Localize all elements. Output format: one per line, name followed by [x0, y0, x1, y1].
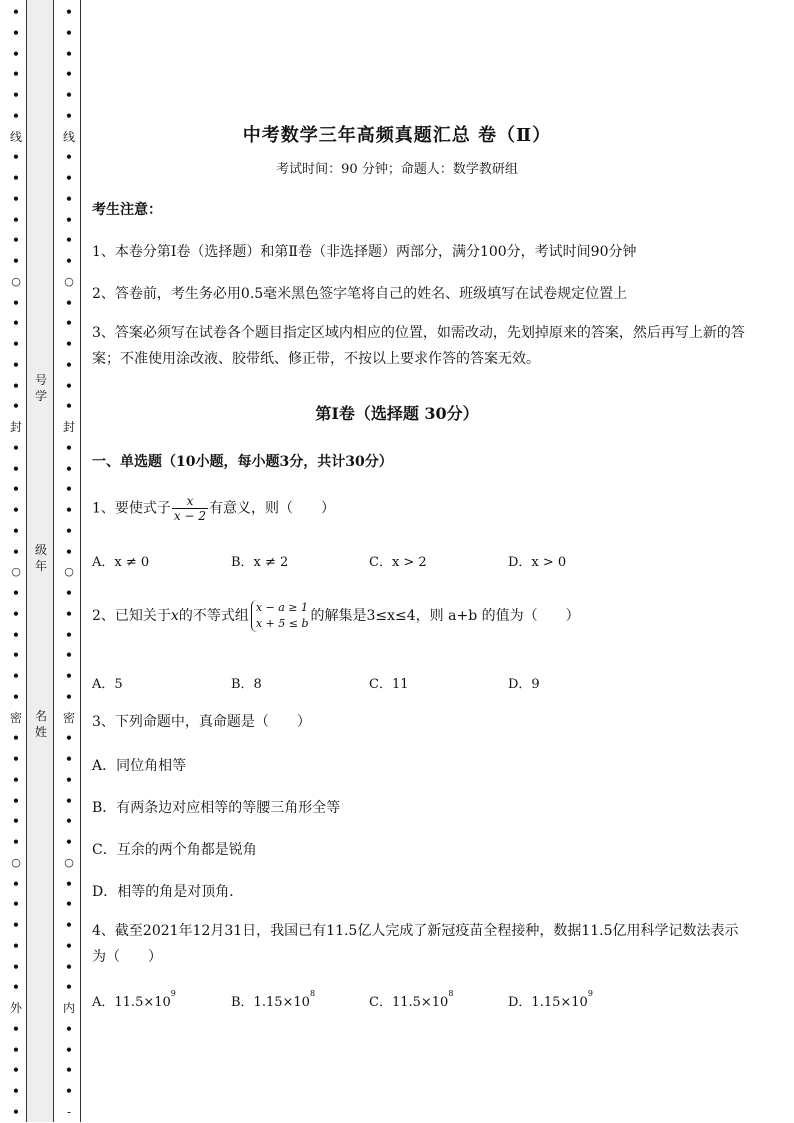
margin-dot: •	[12, 523, 20, 538]
q4-option-d	[508, 991, 593, 1010]
margin-dot: •	[65, 337, 73, 351]
margin-dot: •	[12, 731, 20, 746]
q1-option-a: A．x ≠ 0	[92, 555, 150, 570]
margin-dot: •	[12, 254, 20, 268]
margin-dot: •	[65, 897, 73, 912]
margin-dot: •	[65, 108, 73, 123]
q2-sys-line-1: x − a ≥ 1	[255, 601, 309, 614]
margin-dot: •	[12, 793, 20, 808]
exam-subtitle: 考试时间：90 分钟；命题人：数学教研组	[276, 162, 518, 177]
q2-mid: 的不等式组	[178, 608, 249, 624]
q4-option-c	[369, 991, 453, 1010]
margin-dot: •	[65, 586, 73, 600]
q4-option-b-base: B．1.15×10	[231, 995, 310, 1010]
margin-dot: •	[65, 731, 73, 746]
notice-item: 1、本卷分第Ⅰ卷（选择题）和第Ⅱ卷（非选择题）两部分，满分100分，考试时间90分钟	[92, 244, 637, 260]
margin-dot: •	[12, 461, 20, 476]
q1-denominator: x − 2	[173, 509, 207, 523]
margin-dot: •	[12, 440, 20, 455]
q4-option-b-exponent: 8	[309, 989, 316, 998]
margin-dot: •	[65, 876, 73, 891]
margin-dot: •	[65, 171, 73, 185]
margin-char: 内	[62, 1001, 75, 1015]
margin-dot: •	[12, 627, 20, 642]
margin-dot: •	[65, 814, 73, 829]
margin-dot: •	[65, 793, 73, 808]
q2-option-a: A．5	[92, 677, 123, 692]
margin-dot: •	[12, 503, 20, 517]
margin-dot: •	[65, 752, 73, 766]
section-title: 第Ⅰ卷（选择题 30分）	[315, 404, 479, 423]
margin-dot: •	[65, 938, 73, 953]
margin-dot: •	[12, 835, 20, 849]
margin-dot: •	[12, 357, 20, 372]
q4-option-d-exponent: 9	[587, 989, 593, 998]
margin-dot: •	[65, 648, 73, 663]
margin-dot: •	[65, 1063, 73, 1078]
margin-dot: •	[12, 1084, 20, 1098]
margin-dot: •	[65, 46, 73, 61]
margin-dot: •	[65, 67, 73, 82]
margin-circle: ○	[64, 274, 74, 288]
q1-fraction	[172, 494, 208, 523]
q4-option-c-base: C．11.5×10	[369, 995, 449, 1010]
margin-char: -	[66, 1104, 72, 1119]
margin-dot: •	[12, 586, 20, 600]
margin-dot: •	[12, 918, 20, 932]
q4-option-d-base: D．1.15×10	[508, 995, 588, 1010]
margin-dot: •	[12, 1021, 20, 1036]
margin-dot: •	[12, 752, 20, 766]
field-class: 级 年	[34, 543, 47, 573]
question-1-stem	[92, 494, 335, 523]
margin-dot: •	[12, 1063, 20, 1078]
part-heading: 一、单选题（10小题，每小题3分，共计30分）	[92, 454, 393, 470]
margin-dot: •	[12, 648, 20, 663]
q4-option-c-exponent: 8	[448, 989, 454, 998]
q1-option-c: C．x > 2	[369, 555, 427, 570]
margin-dot: •	[65, 150, 73, 165]
margin-dot: •	[65, 503, 73, 517]
margin-circle: ○	[11, 855, 21, 869]
margin-dot: •	[12, 980, 20, 995]
margin-dot: •	[65, 88, 73, 102]
margin-dot: •	[12, 191, 20, 206]
margin-dot: •	[12, 337, 20, 351]
margin-dot: •	[65, 523, 73, 538]
margin-dot: •	[65, 233, 73, 248]
margin-dot: •	[12, 606, 20, 621]
margin-dot: •	[65, 378, 73, 393]
margin-dot: •	[12, 233, 20, 248]
q2-variable: x	[170, 608, 179, 624]
q3-option-d: D．相等的角是对顶角．	[92, 884, 244, 900]
q2-option-c: C．11	[369, 677, 409, 692]
margin-dot: •	[12, 938, 20, 953]
q2-inequality-system	[251, 600, 309, 632]
margin-char: 外	[9, 1001, 22, 1015]
margin-circle: ○	[11, 274, 21, 288]
margin-dot: •	[12, 689, 20, 704]
q2-prefix: 2、已知关于	[92, 608, 171, 624]
margin-dot: •	[12, 814, 20, 829]
margin-dot: •	[65, 772, 73, 787]
q2-option-b: B．8	[231, 677, 262, 692]
margin-dot: •	[65, 316, 73, 331]
margin-dot: •	[12, 1042, 20, 1057]
margin-dot: •	[65, 1042, 73, 1057]
q1-option-b: B．x ≠ 2	[231, 555, 289, 570]
q4-option-a-base: A．11.5×10	[92, 995, 171, 1010]
margin-dot: •	[12, 108, 20, 123]
margin-dot: •	[65, 399, 73, 414]
margin-dot: •	[65, 959, 73, 974]
margin-dot: •	[65, 212, 73, 227]
q1-option-d: D．x > 0	[508, 555, 567, 570]
q3-option-b: B．有两条边对应相等的等腰三角形全等	[92, 800, 341, 816]
margin-circle: ○	[64, 565, 74, 579]
margin-dot: •	[12, 544, 20, 559]
q2-sys-line-2: x + 5 ≤ b	[255, 617, 309, 630]
q4-option-a	[92, 991, 176, 1010]
margin-dot: •	[12, 25, 20, 40]
margin-dot: •	[65, 918, 73, 932]
margin-dot: •	[12, 150, 20, 165]
margin-dot: •	[12, 399, 20, 414]
question-3-stem: 3、下列命题中，真命题是（ ）	[92, 714, 311, 730]
notice-heading: 考生注意：	[92, 202, 162, 218]
margin-dot: •	[12, 959, 20, 974]
question-4-stem: 4、截至2021年12月31日，我国已有11.5亿人完成了新冠疫苗全程接种，数据11.5亿用科学记数法表示为（ ）	[92, 923, 739, 965]
margin-dot: •	[65, 689, 73, 704]
margin-char: 线	[9, 129, 22, 144]
margin-dot: •	[12, 378, 20, 393]
margin-dot: •	[65, 1021, 73, 1036]
margin-dot: •	[65, 544, 73, 559]
q4-option-b	[231, 991, 315, 1010]
q2-suffix: 的解集是3≤x≤4，则 a+b 的值为（ ）	[310, 608, 580, 624]
margin-dot: •	[12, 212, 20, 227]
margin-circle: ○	[11, 565, 21, 579]
margin-dot: •	[65, 1084, 73, 1098]
margin-dot: •	[65, 25, 73, 40]
q3-option-a: A．同位角相等	[92, 758, 187, 774]
field-name: 名 姓	[34, 709, 47, 739]
margin-dot: •	[12, 316, 20, 331]
q1-prefix: 1、要使式子	[92, 500, 171, 517]
q1-suffix: 有意义，则（ ）	[209, 500, 336, 517]
question-2-stem	[92, 600, 580, 632]
margin-dot: •	[65, 482, 73, 497]
margin-dot: •	[12, 295, 20, 310]
margin-dot: •	[12, 482, 20, 497]
margin-dot: •	[12, 46, 20, 61]
margin-char: 封	[62, 420, 75, 434]
page-title: 中考数学三年高频真题汇总 卷（Ⅱ）	[242, 125, 552, 146]
q4-option-a-exponent: 9	[170, 989, 176, 998]
q3-option-c: C．互余的两个角都是锐角	[92, 842, 257, 858]
margin-dot: •	[12, 772, 20, 787]
q1-numerator: x	[172, 494, 208, 509]
q2-option-d: D．9	[508, 677, 540, 692]
margin-char: 密	[9, 710, 22, 725]
margin-dot: •	[65, 627, 73, 642]
margin-dot: •	[65, 669, 73, 683]
margin-dot: •	[65, 440, 73, 455]
margin-dot: •	[12, 1104, 20, 1119]
margin-dot: •	[65, 295, 73, 310]
margin-dot: •	[65, 606, 73, 621]
margin-dot: •	[12, 669, 20, 683]
margin-dot: •	[65, 835, 73, 849]
field-student-id: 号 学	[34, 373, 47, 403]
margin-dot: •	[65, 191, 73, 206]
margin-dot: •	[12, 67, 20, 82]
margin-dot: •	[65, 5, 73, 19]
margin-char: 线	[62, 129, 75, 144]
margin-circle: ○	[64, 855, 74, 869]
notice-item: 2、答卷前，考生务必用0.5毫米黑色签字笔将自己的姓名、班级填写在试卷规定位置上	[92, 286, 628, 302]
margin-dot: •	[12, 88, 20, 102]
margin-dot: •	[65, 980, 73, 995]
margin-dot: •	[12, 876, 20, 891]
margin-char: 封	[9, 420, 22, 434]
margin-dot: •	[65, 254, 73, 268]
margin-dot: •	[65, 461, 73, 476]
margin-dot: •	[12, 5, 20, 19]
margin-char: 密	[62, 710, 75, 725]
margin-dot: •	[12, 897, 20, 912]
margin-dot: •	[65, 357, 73, 372]
notice-item: 3、答案必须写在试卷各个题目指定区域内相应的位置，如需改动，先划掉原来的答案，然后再写上新的答案；不准使用涂改液、胶带纸、修正带，不按以上要求作答的答案无效。	[92, 325, 745, 367]
margin-dot: •	[12, 171, 20, 185]
